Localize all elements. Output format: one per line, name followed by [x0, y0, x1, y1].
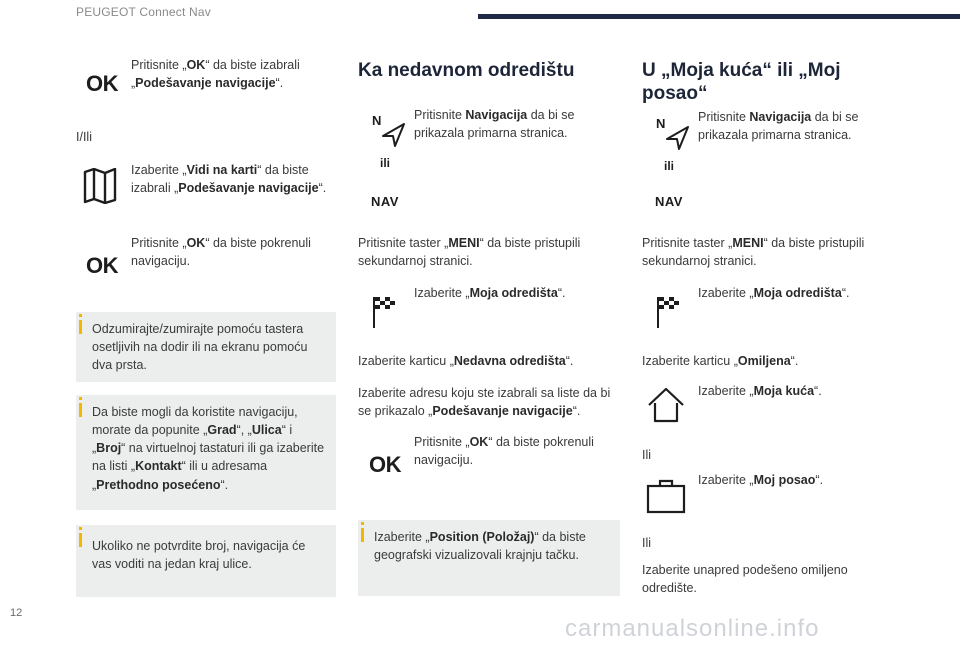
col2-ok-step: Pritisnite „OK“ da biste pokrenuli navigaciju. [414, 435, 594, 468]
ok-icon: OK [369, 452, 401, 477]
page-number: 12 [10, 607, 23, 619]
checkered-flag-icon [372, 295, 398, 334]
col2-addr-step: Izaberite adresu koju ste izabrali sa liste da bi se prikazalo „Podešavanje navigacije“. [358, 386, 611, 419]
section-title [642, 60, 840, 106]
or-label: Ili [642, 448, 652, 462]
col3-work-step: Izaberite „Moj posao“. [698, 473, 824, 487]
nav-label: NAV [371, 194, 399, 209]
ok-icon: OK [86, 71, 118, 96]
briefcase-icon [646, 478, 686, 519]
or-label: ili [664, 159, 675, 173]
header-bar [478, 14, 960, 19]
or-label: I/Ili [76, 130, 92, 144]
section-title-line: posao“ [642, 82, 708, 104]
or-label: Ili [642, 536, 652, 550]
col3-dest-step: Izaberite „Moja odredišta“. [698, 286, 850, 300]
header-title: PEUGEOT Connect Nav [76, 5, 211, 19]
home-icon [646, 385, 686, 430]
col3-menu-step: Pritisnite taster „MENI“ da biste pristupili sekundarnoj stranici. [642, 236, 865, 269]
col2-dest-step: Izaberite „Moja odredišta“. [414, 286, 566, 300]
section-title: Ka nedavnom odredištu [358, 60, 575, 81]
col3-tab-step: Izaberite karticu „Omiljena“. [642, 354, 799, 368]
ok-icon: OK [86, 253, 118, 278]
col3-nav-step: Pritisnite Navigacija da bi se prikazala primarna stranica. [698, 110, 859, 143]
info-note [358, 520, 620, 596]
col2-menu-step: Pritisnite taster „MENI“ da biste pristupili sekundarnoj stranici. [358, 236, 581, 269]
info-note-text: Da biste mogli da koristite navigaciju, morate da popunite „Grad“, „Ulica“ i „Broj“ na virtuelnoj tastaturi ili ga izaberite na listi „Kontakt“ ili u adresama „Prethodno posećeno“. [92, 405, 325, 492]
info-note-text: Odzumirajte/zumirajte pomoću tastera osetljivih na dodir ili na ekranu pomoću dva prsta. [92, 322, 308, 373]
col2-nav-step: Pritisnite Navigacija da bi se prikazala primarna stranica. [414, 108, 575, 141]
info-note [76, 312, 336, 382]
info-note-text: Izaberite „Position (Položaj)“ da biste geografski vizualizovali krajnju tačku. [374, 530, 586, 563]
col3-preset: Izaberite unapred podešeno omiljeno odredište. [642, 563, 848, 596]
col2-tab-step: Izaberite karticu „Nedavna odredišta“. [358, 354, 574, 368]
section-title-line: U „Moja kuća“ ili „Moj [642, 60, 841, 81]
checkered-flag-icon [656, 295, 682, 334]
col1-step3: Pritisnite „OK“ da biste pokrenuli navigaciju. [131, 236, 311, 269]
info-note-text: Ukoliko ne potvrdite broj, navigacija će vas voditi na jedan kraj ulice. [92, 539, 306, 572]
col1-step1: Pritisnite „OK“ da biste izabrali „Podešavanje navigacije“. [131, 58, 300, 91]
col3-home-step: Izaberite „Moja kuća“. [698, 384, 822, 398]
watermark: carmanualsonline.info [565, 615, 820, 642]
info-note [76, 395, 336, 510]
col1-step2: Izaberite „Vidi na karti“ da biste izabrali „Podešavanje navigacije“. [131, 163, 327, 196]
or-label: ili [380, 156, 391, 170]
map-book-icon [83, 168, 117, 209]
nav-label: NAV [655, 194, 683, 209]
info-note [76, 525, 336, 597]
